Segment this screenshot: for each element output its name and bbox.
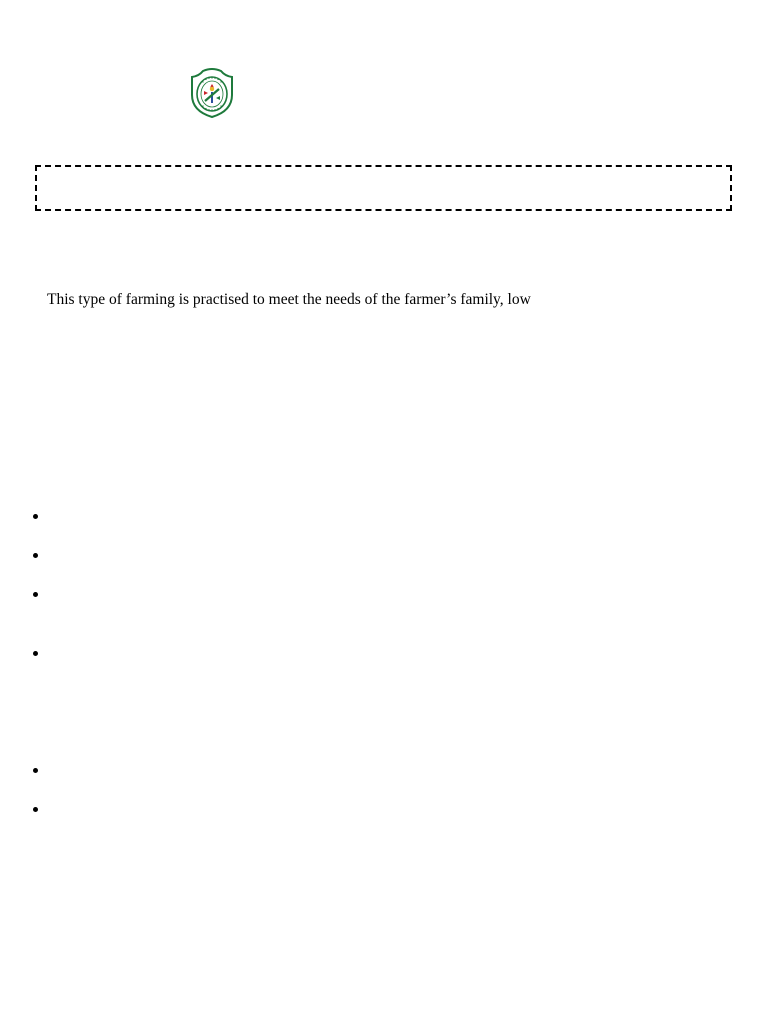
school-crest-logo-icon xyxy=(189,67,235,119)
bullet-dot-icon xyxy=(32,806,40,814)
bullet-dot-icon xyxy=(32,552,40,560)
bullet-dot-icon xyxy=(32,650,40,658)
bullet-dot-icon xyxy=(32,591,40,599)
bullet-dot-icon xyxy=(32,767,40,775)
title-placeholder-box xyxy=(35,165,732,211)
bullet-dot-icon xyxy=(32,513,40,521)
farming-paragraph: This type of farming is practised to meet the needs of the farmer’s family, low xyxy=(47,291,531,308)
